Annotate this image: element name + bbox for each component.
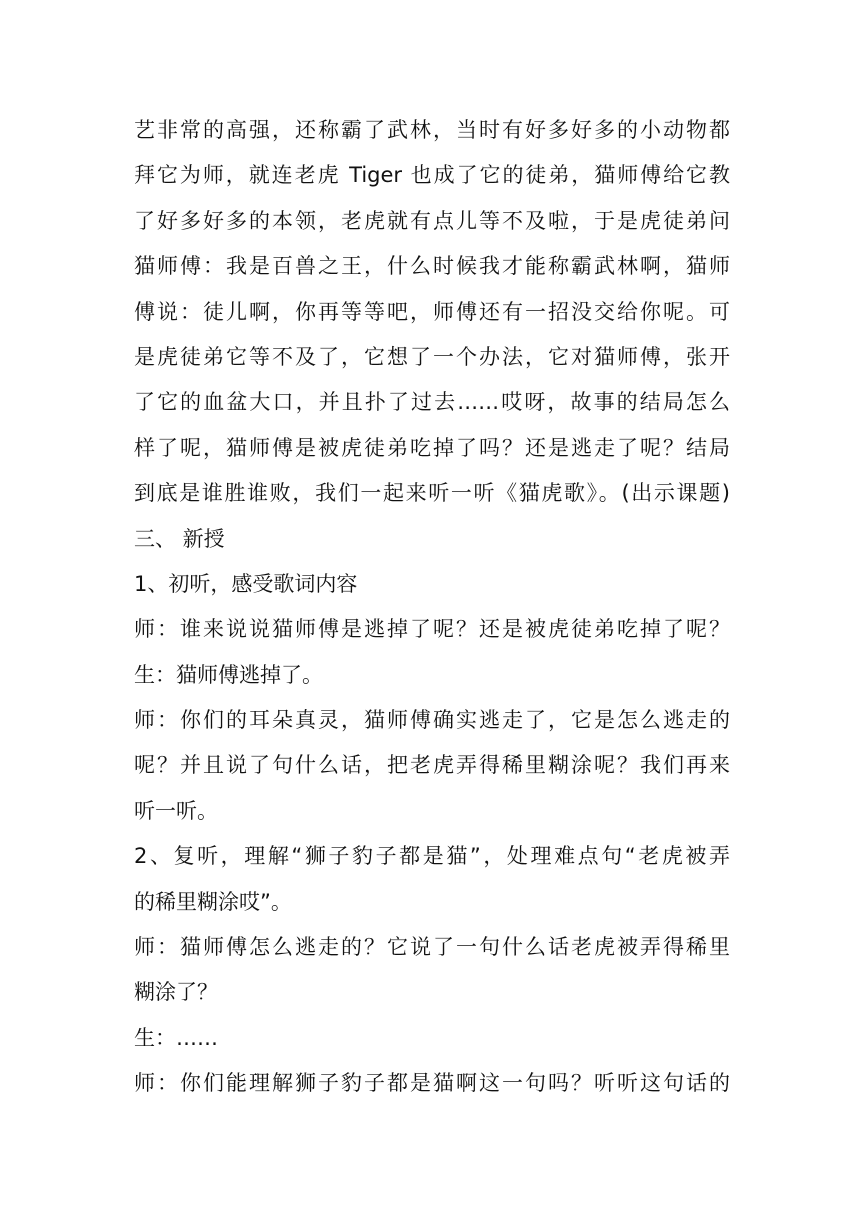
text-line: 生：…… (134, 1025, 218, 1050)
text-line: 傅说：徒儿啊，你再等等吧，师傅还有一招没交给你呢。可 (134, 299, 730, 324)
text-line: 拜它为师，就连老虎 Tiger 也成了它的徒弟，猫师傅给它教 (134, 163, 730, 188)
text-line: 了好多好多的本领，老虎就有点儿等不及啦，于是虎徒弟问 (134, 208, 730, 233)
text-line: 的稀里糊涂哎”。 (134, 889, 292, 914)
text-line: 艺非常的高强，还称霸了武林，当时有好多好多的小动物都 (134, 118, 730, 142)
section-heading: 三、 新授 (134, 526, 225, 551)
text-line: 师：谁来说说猫师傅是逃掉了呢？还是被虎徒弟吃掉了呢？ (134, 617, 730, 642)
text-line: 到底是谁胜谁败，我们一起来听一听《猫虎歌》。(出示课题) (134, 481, 730, 506)
text-line: 生：猫师傅逃掉了。 (134, 662, 323, 687)
text-line: 样了呢，猫师傅是被虎徒弟吃掉了吗？还是逃走了呢？结局 (134, 435, 730, 460)
text-line: 听一听。 (134, 798, 218, 823)
text-line: 了它的血盆大口，并且扑了过去……哎呀，故事的结局怎么 (134, 390, 730, 415)
body-text (134, 108, 730, 1107)
text-line: 糊涂了？ (134, 980, 218, 1005)
text-line: 师：猫师傅怎么逃走的？它说了一句什么话老虎被弄得稀里 (134, 935, 730, 960)
text-line: 师：你们能理解狮子豹子都是猫啊这一句吗？听听这句话的 (134, 1071, 730, 1096)
step-heading: 1、初听，感受歌词内容 (134, 571, 358, 596)
text-line: 是虎徒弟它等不及了，它想了一个办法，它对猫师傅，张开 (134, 344, 730, 369)
text-line: 师：你们的耳朵真灵，猫师傅确实逃走了，它是怎么逃走的 (134, 708, 730, 733)
text-line: 呢？并且说了句什么话，把老虎弄得稀里糊涂呢？我们再来 (134, 753, 730, 778)
text-line: 猫师傅：我是百兽之王，什么时候我才能称霸武林啊，猫师 (134, 254, 730, 279)
step-heading: 2、复听，理解“狮子豹子都是猫”，处理难点句“老虎被弄 (134, 844, 730, 869)
